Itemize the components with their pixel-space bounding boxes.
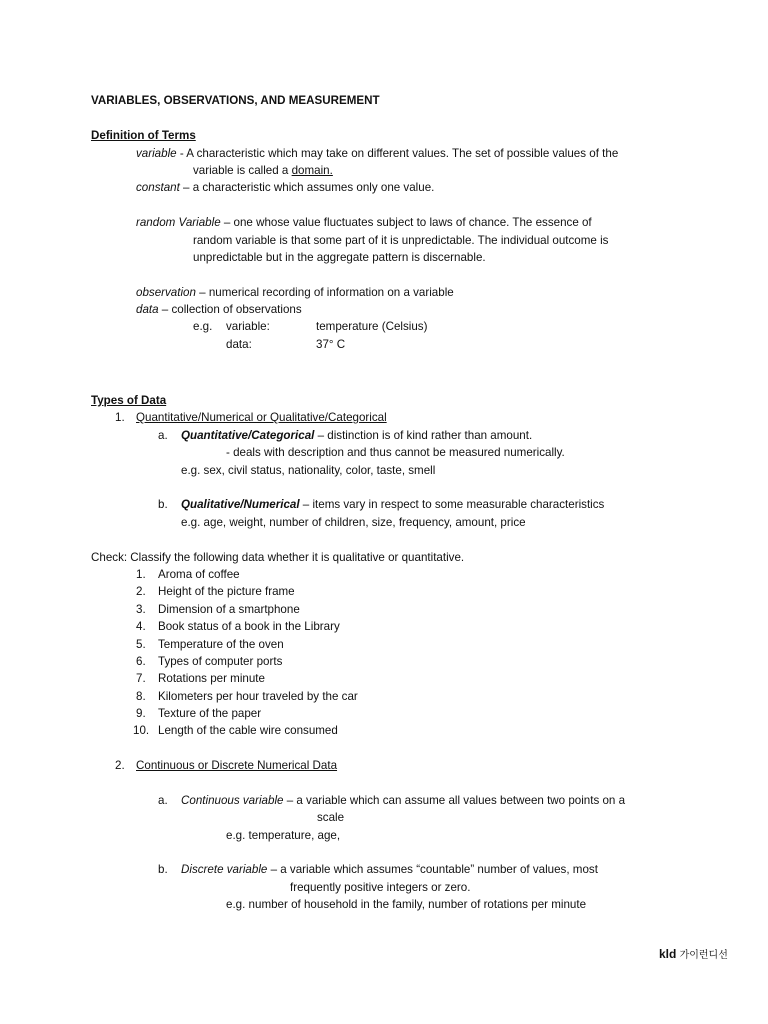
continuous-example: e.g. temperature, age,: [226, 829, 341, 842]
continuous-a-line: [181, 793, 625, 809]
constant-text: – a characteristic which assumes only one value.: [179, 181, 435, 194]
eg-data-label: data:: [226, 338, 252, 351]
discrete-text2: frequently positive integers or zero.: [290, 881, 471, 894]
types-a-example: e.g. sex, civil status, nationality, color, taste, smell: [181, 464, 436, 477]
continuous-text: – a variable which can assume all values between two points on a: [283, 794, 626, 807]
discrete-text: – a variable which assumes “countable” number of values, most: [267, 863, 598, 876]
check-item: Height of the picture frame: [158, 585, 295, 598]
types-b-text: – items vary in respect to some measurable characteristics: [299, 498, 605, 511]
variable-term: variable: [136, 147, 177, 160]
check-item: Dimension of a smartphone: [158, 603, 300, 616]
check-item-number: 1.: [136, 568, 146, 581]
random-variable-term: random Variable: [136, 216, 221, 229]
check-item: Book status of a book in the Library: [158, 620, 340, 633]
check-prompt: Check: Classify the following data whether it is qualitative or quantitative.: [91, 551, 465, 564]
types-a-sub: - deals with description and thus cannot be measured numerically.: [226, 446, 565, 459]
eg-label: e.g.: [193, 320, 213, 333]
check-item: Texture of the paper: [158, 707, 262, 720]
data-term: data: [136, 303, 159, 316]
check-item-number: 5.: [136, 638, 146, 651]
types-a-text: – distinction is of kind rather than amount.: [314, 429, 533, 442]
observation-definition: [136, 285, 454, 301]
random-variable-line3: unpredictable but in the aggregate pattern is discernable.: [193, 251, 486, 264]
footer-korean: 가이런디선: [679, 950, 728, 961]
check-item: Length of the cable wire consumed: [158, 724, 338, 737]
types-item2-number: 2.: [115, 759, 125, 772]
types-heading: Types of Data: [91, 394, 167, 407]
check-item-number: 4.: [136, 620, 146, 633]
check-item-number: 3.: [136, 603, 146, 616]
check-item-number: 6.: [136, 655, 146, 668]
continuous-a-label: a.: [158, 794, 168, 807]
data-text: – collection of observations: [158, 303, 302, 316]
types-b-example: e.g. age, weight, number of children, size, frequency, amount, price: [181, 516, 526, 529]
constant-term: constant: [136, 181, 180, 194]
observation-text: – numerical recording of information on a variable: [195, 286, 454, 299]
variable-definition-line2: [193, 163, 333, 179]
footer-initials: kld: [659, 947, 677, 961]
types-b-term: Qualitative/Numerical: [181, 498, 300, 511]
check-item-number: 9.: [136, 707, 146, 720]
check-item: Temperature of the oven: [158, 638, 284, 651]
continuous-term: Continuous variable: [181, 794, 284, 807]
variable-text2: variable is called a: [193, 164, 292, 177]
discrete-example: e.g. number of household in the family, number of rotations per minute: [226, 898, 587, 911]
constant-definition: [136, 180, 434, 196]
check-item-number: 10.: [133, 724, 150, 737]
types-a-line: [181, 428, 532, 444]
types-item1-number: 1.: [115, 411, 125, 424]
check-item-number: 8.: [136, 690, 146, 703]
types-a-term: Quantitative/Categorical: [181, 429, 315, 442]
eg-variable-value: temperature (Celsius): [316, 320, 428, 333]
check-item-number: 2.: [136, 585, 146, 598]
check-item-number: 7.: [136, 672, 146, 685]
variable-definition-line1: [136, 146, 618, 162]
footer-mark: [659, 946, 728, 964]
check-item: Rotations per minute: [158, 672, 265, 685]
domain-term: domain.: [291, 164, 333, 177]
discrete-term: Discrete variable: [181, 863, 268, 876]
continuous-text2: scale: [317, 811, 345, 824]
types-item1-title: Quantitative/Numerical or Qualitative/Categorical: [136, 411, 387, 424]
types-b-label: b.: [158, 498, 168, 511]
check-item: Kilometers per hour traveled by the car: [158, 690, 358, 703]
observation-term: observation: [136, 286, 196, 299]
discrete-b-label: b.: [158, 863, 168, 876]
document-title: VARIABLES, OBSERVATIONS, AND MEASUREMENT: [91, 94, 380, 107]
data-definition: [136, 302, 302, 318]
types-b-line: [181, 497, 604, 513]
variable-text: - A characteristic which may take on different values. The set of possible values of the: [176, 147, 619, 160]
random-variable-line1: [136, 215, 678, 231]
discrete-b-line: [181, 862, 598, 878]
random-variable-text: – one whose value fluctuates subject to laws of chance. The essence of: [220, 216, 592, 229]
check-item: Aroma of coffee: [158, 568, 240, 581]
types-item2-title: Continuous or Discrete Numerical Data: [136, 759, 338, 772]
check-item: Types of computer ports: [158, 655, 283, 668]
eg-variable-label: variable:: [226, 320, 270, 333]
random-variable-line2: random variable is that some part of it is unpredictable. The individual outcome is: [193, 234, 609, 247]
types-a-label: a.: [158, 429, 168, 442]
definitions-heading: Definition of Terms: [91, 129, 196, 142]
eg-data-value: 37° C: [316, 338, 346, 351]
